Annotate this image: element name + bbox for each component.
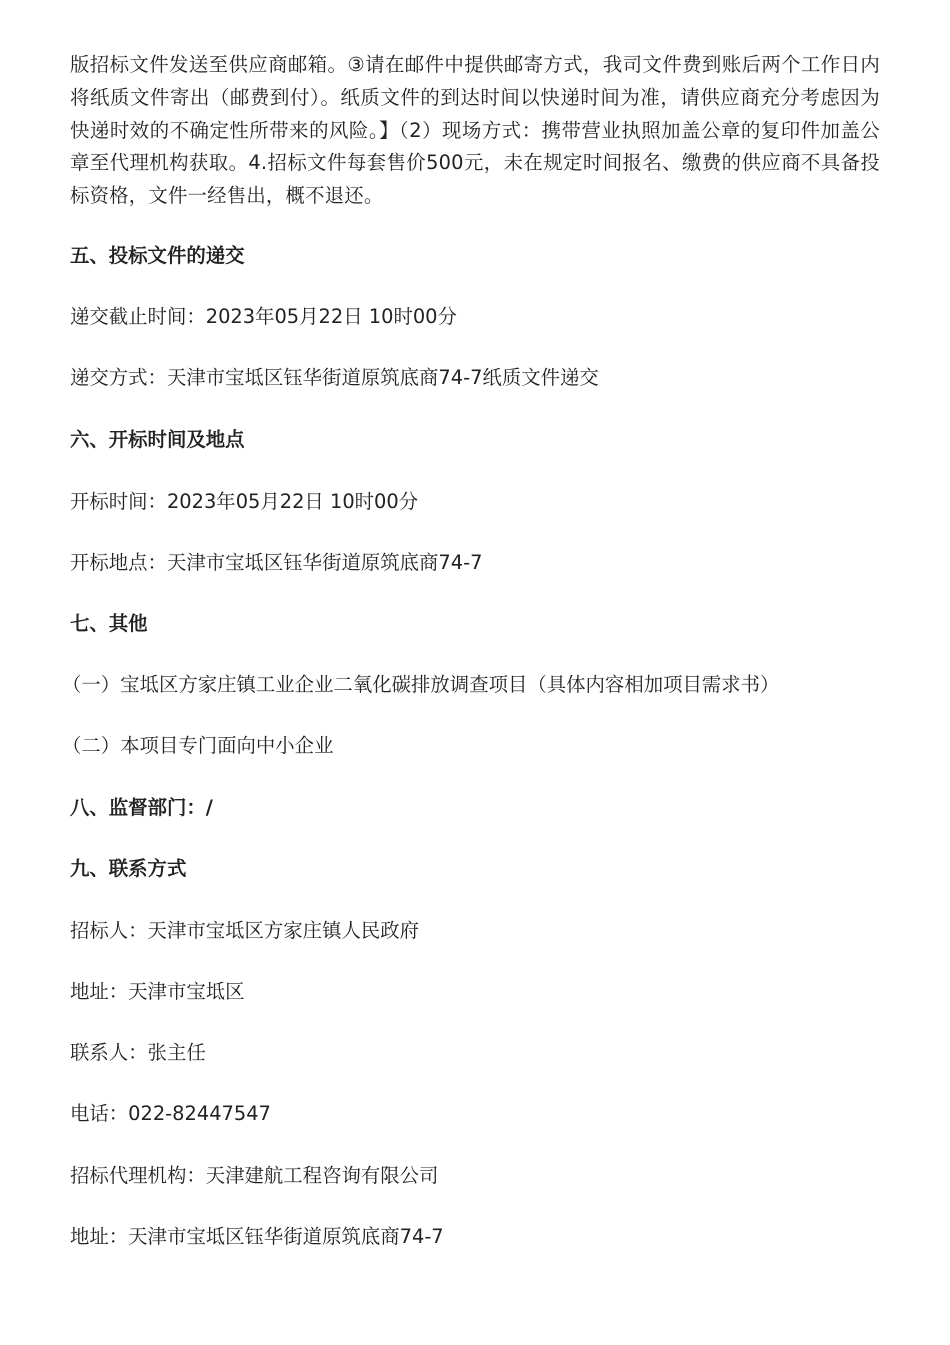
opening-time: 开标时间：2023年05月22日 10时00分 (70, 490, 419, 513)
agency-name: 招标代理机构：天津建航工程咨询有限公司 (70, 1164, 439, 1187)
section-heading-other: 七、其他 (70, 612, 148, 635)
phone-number: 电话：022-82447547 (70, 1102, 271, 1125)
tenderer: 招标人：天津市宝坻区方家庄镇人民政府 (70, 919, 420, 942)
opening-place: 开标地点：天津市宝坻区钰华街道原筑底商74-7 (70, 551, 483, 574)
intro-paragraph: 版招标文件发送至供应商邮箱。③请在邮件中提供邮寄方式，我司文件费到账后两个工作日内将纸质文件寄出（邮费到付）。纸质文件的到达时间以快递时间为准，请供应商充分考虑因为快递时效的不确定性所带来的风险。】（2）现场方式：携带营业执照加盖公章的复印件加盖公章至代理机构获取。4.招标文件每套售价500元，未在规定时间报名、缴费的供应商不具备投标资格，文件一经售出，概不退还。 (70, 53, 880, 208)
contact-person: 联系人：张主任 (70, 1041, 206, 1064)
other-item-1: （一）宝坻区方家庄镇工业企业二氧化碳排放调查项目（具体内容相加项目需求书） (62, 673, 780, 696)
submission-method: 递交方式：天津市宝坻区钰华街道原筑底商74-7纸质文件递交 (70, 366, 599, 389)
section-heading-supervision: 八、监督部门：/ (70, 796, 213, 819)
section-heading-contact: 九、联系方式 (70, 857, 187, 880)
submission-deadline: 递交截止时间：2023年05月22日 10时00分 (70, 305, 457, 328)
other-item-2: （二）本项目专门面向中小企业 (62, 734, 334, 757)
section-heading-opening: 六、开标时间及地点 (70, 428, 245, 451)
section-heading-bid-submission: 五、投标文件的递交 (70, 244, 245, 267)
tenderer-address: 地址：天津市宝坻区 (70, 980, 245, 1003)
agency-address: 地址：天津市宝坻区钰华街道原筑底商74-7 (70, 1225, 444, 1248)
